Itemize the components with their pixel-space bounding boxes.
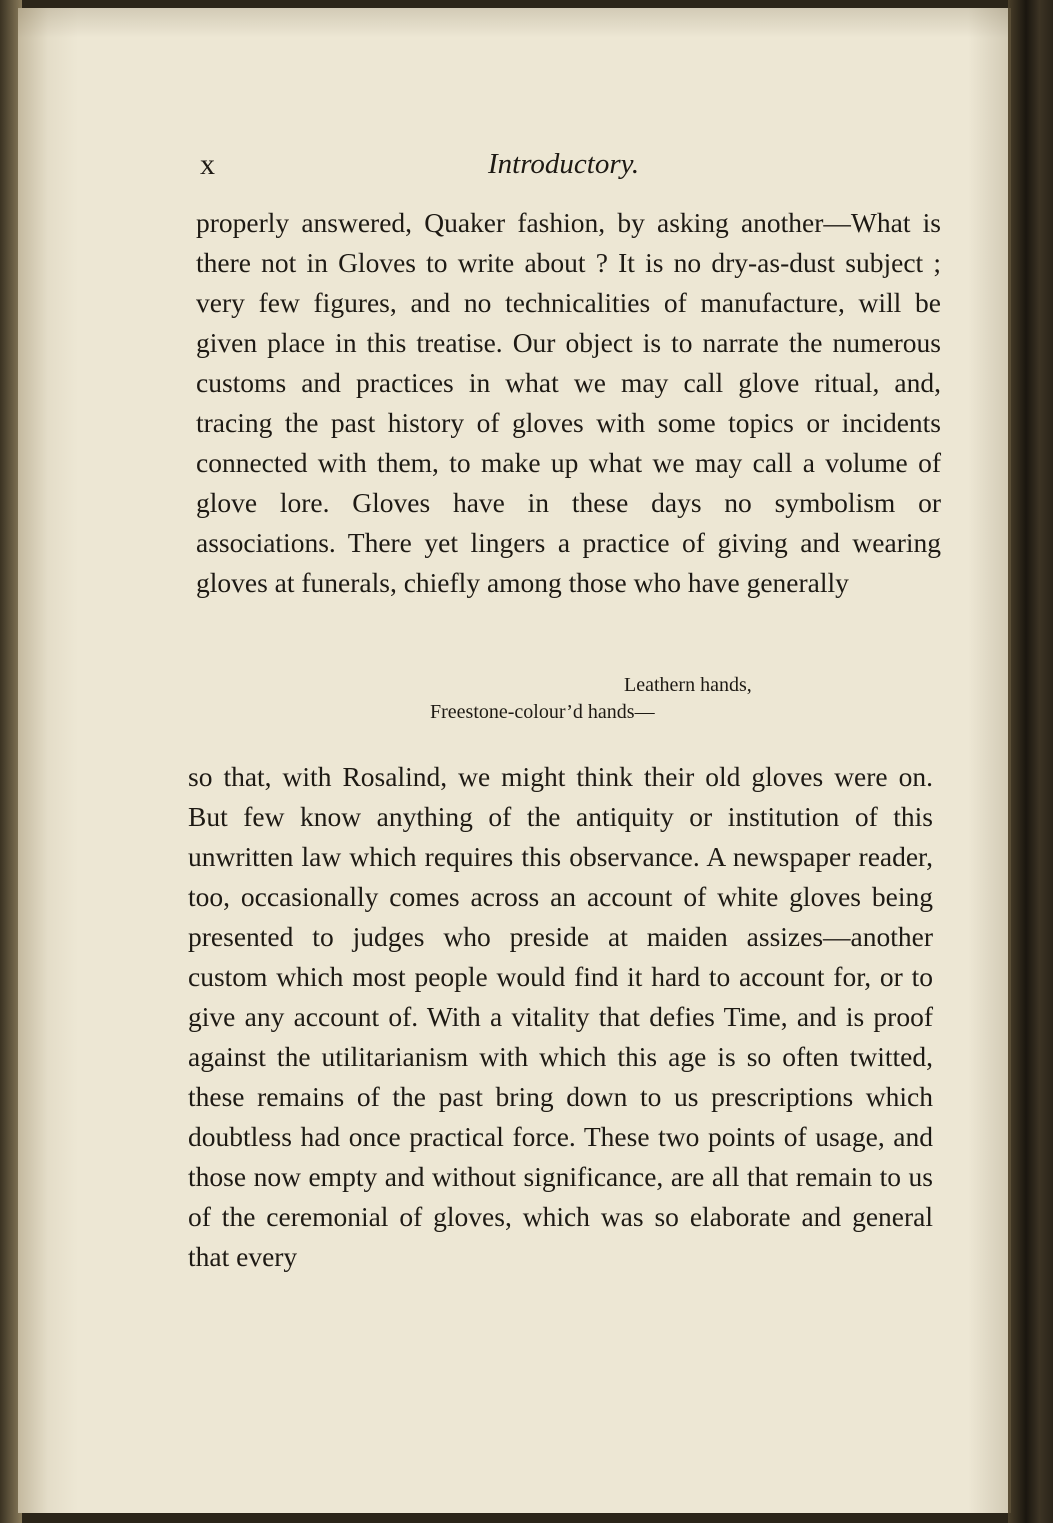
adjacent-page-edge [1008,0,1053,1523]
quote-line-1: Leathern hands, [624,674,752,696]
paragraph-1-text: properly answered, Quaker fashion, by asking another—What is there not in Gloves to write about ? It is no dry-as-dust subject ; very few figures, and no technicalities of manufacture, will be given place in this treatise. Our object is to narrate the numerous customs and practices in what we may call glove ritual, and, tracing the past history of gloves with some topics or incidents connected with them, to make up what we may call a volume of glove lore. Gloves have in these days no symbolism or associations. There yet lingers a practice of giving and wearing gloves at funerals, chiefly among those who have generally [196,207,941,598]
paragraph-2 [188,757,933,1277]
running-head: Introductory. [488,148,640,180]
block-quote [400,672,800,726]
paragraph-2-text: so that, with Rosalind, we might think their old gloves were on. But few know anything of the antiquity or institution of this unwritten law which requires this observance. A newspaper reader, too, occasionally comes across an account of white gloves being presented to judges who preside at maiden assizes—another custom which most people would find it hard to account for, or to give any account of. With a vitality that defies Time, and is proof against the utilitarianism with which this age is so often twitted, these remains of the past bring down to us prescriptions which doubtless had once practical force. These two points of usage, and those now empty and without significance, are all that remain to us of the ceremonial of gloves, which was so elaborate and general that every [188,761,933,1272]
quote-line-2: Freestone-colour’d hands— [430,701,655,723]
page-number: x [200,148,216,181]
paragraph-1 [196,203,941,603]
page-header [200,148,940,188]
